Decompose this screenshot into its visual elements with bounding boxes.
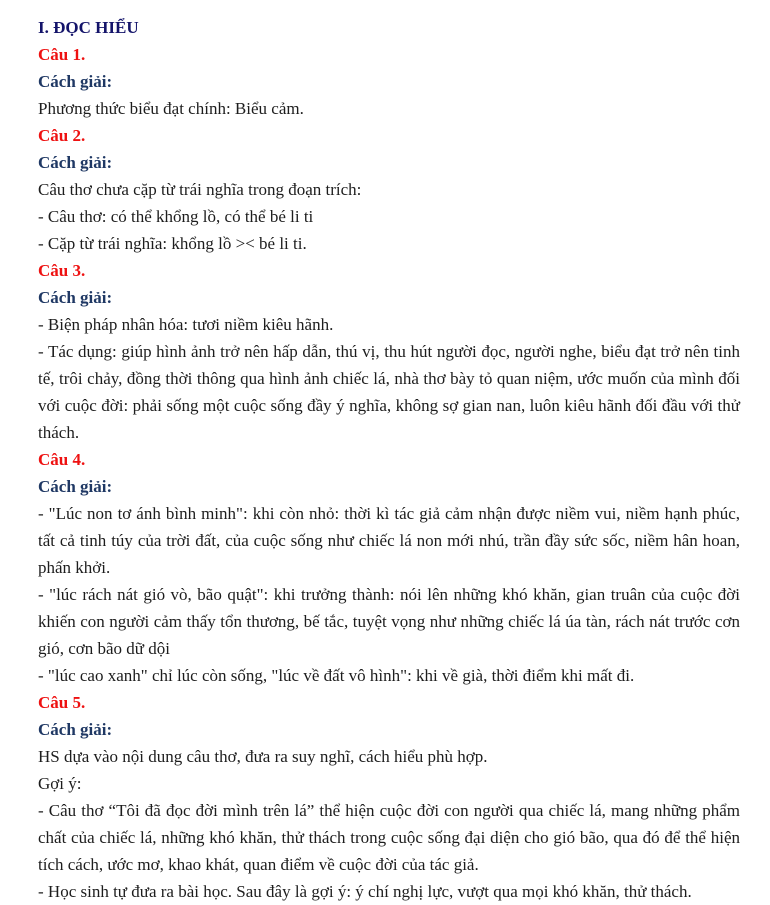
solution-label: Cách giải: [38, 720, 113, 739]
answer-paragraph: - Câu thơ “Tôi đã đọc đời mình trên lá” thể hiện cuộc đời con người qua chiếc lá, mang những phẩm chất của chiếc lá, những khó khăn, thử thách trong cuộc sống đại diện cho gió bão, qua đó để thể hiện tích cách, ước mơ, khao khát, quan điểm về cuộc đời của tác giả. [38, 801, 740, 874]
solution-label: Cách giải: [38, 153, 113, 172]
answer-paragraph: - "Lúc non tơ ánh bình minh": khi còn nhỏ: thời kì tác giả cảm nhận được niềm vui, niềm hạnh phúc, tất cả tinh túy của trời đất, của cuộc sống như chiếc lá non mới nhú, trần đầy sức sốc, niềm hân hoan, phấn khởi. [38, 504, 740, 577]
question-section-2 [38, 122, 740, 257]
question-heading: Câu 4. [38, 450, 86, 469]
answer-paragraph: - Câu thơ: có thể khổng lồ, có thể bé li ti [38, 207, 314, 226]
answer-paragraph: HS dựa vào nội dung câu thơ, đưa ra suy nghĩ, cách hiểu phù hợp. [38, 747, 488, 766]
answer-paragraph: - Biện pháp nhân hóa: tươi niềm kiêu hãnh. [38, 315, 334, 334]
question-section-4 [38, 446, 740, 689]
answer-paragraph: - "lúc rách nát gió vò, bão quật": khi trưởng thành: nói lên những khó khăn, gian truân của cuộc đời khiến con người cảm thấy tổn thương, bế tắc, tuyệt vọng như những chiếc lá úa tàn, rách nát trước cơn gió, cơn bão dữ dội [38, 585, 740, 658]
answer-paragraph: Phương thức biểu đạt chính: Biểu cảm. [38, 99, 304, 118]
answer-paragraph: Gợi ý: [38, 774, 82, 793]
solution-label: Cách giải: [38, 477, 113, 496]
question-heading: Câu 3. [38, 261, 86, 280]
solution-label: Cách giải: [38, 288, 113, 307]
answer-paragraph: - Học sinh tự đưa ra bài học. Sau đây là gợi ý: ý chí nghị lực, vượt qua mọi khó khăn, thử thách. [38, 882, 692, 901]
answer-paragraph: Câu thơ chưa cặp từ trái nghĩa trong đoạn trích: [38, 180, 362, 199]
answer-paragraph: - Tác dụng: giúp hình ảnh trở nên hấp dẫn, thú vị, thu hút người đọc, người nghe, biểu đạt trở nên tinh tế, trôi chảy, đồng thời thông qua hình ảnh chiếc lá, nhà thơ bày tỏ quan niệm, ước muốn của mình đối với cuộc đời: phải sống một cuộc sống đầy ý nghĩa, không sợ gian nan, luôn kiêu hãnh đối đầu với thử thách. [38, 342, 740, 442]
question-heading: Câu 1. [38, 45, 86, 64]
answer-paragraph: - "lúc cao xanh" chỉ lúc còn sống, "lúc về đất vô hình": khi về già, thời điểm khi mất đi. [38, 666, 635, 685]
question-heading: Câu 5. [38, 693, 86, 712]
question-section-5 [38, 689, 740, 905]
question-heading: Câu 2. [38, 126, 86, 145]
solution-label: Cách giải: [38, 72, 113, 91]
question-section-3 [38, 257, 740, 446]
document-title: I. ĐỌC HIỂU [38, 18, 139, 37]
question-section-1 [38, 41, 740, 122]
answer-paragraph: - Cặp từ trái nghĩa: khổng lồ >< bé li ti. [38, 234, 307, 253]
